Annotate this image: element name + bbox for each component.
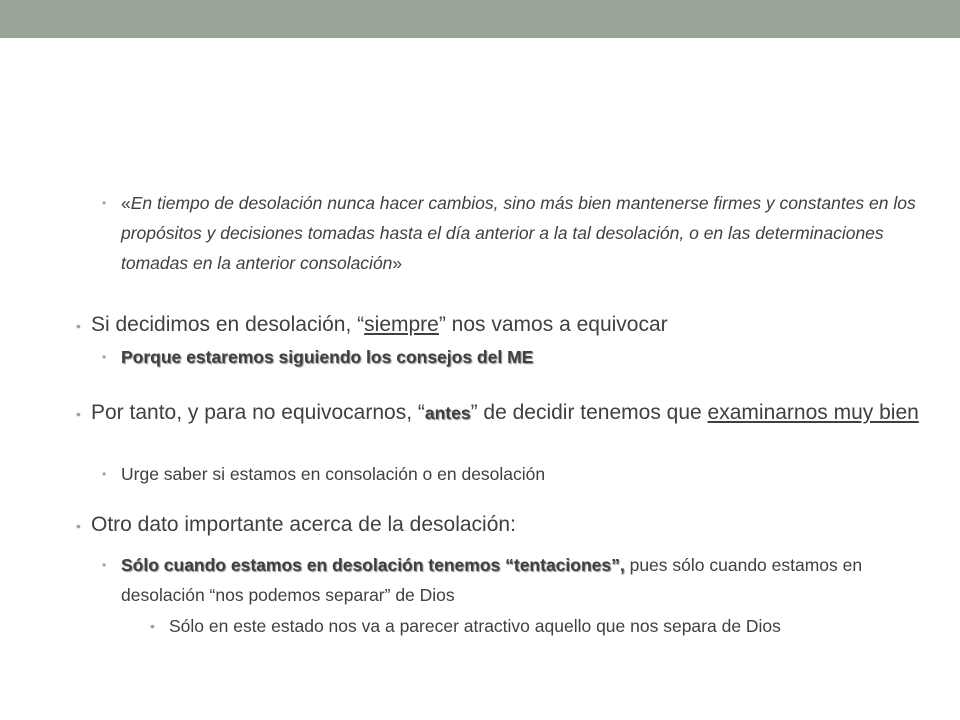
point-3-subsub-text: Sólo en este estado nos va a parecer atractivo aquello que nos separa de Dios bbox=[169, 616, 781, 636]
point-2-sub-item bbox=[102, 463, 932, 486]
bullet-icon: • bbox=[76, 406, 81, 422]
quote-bullet-item bbox=[102, 188, 932, 278]
point-1-after: ” nos vamos a equivocar bbox=[438, 313, 668, 336]
point-3-sub-rest: pues sólo cuando estamos en desolación “nos podemos separar” de Dios bbox=[121, 555, 863, 605]
point-2-text bbox=[91, 399, 936, 427]
bullet-icon: • bbox=[76, 318, 81, 334]
point-3-item bbox=[76, 511, 936, 539]
point-2-underlined: examinarnos muy bien bbox=[707, 401, 919, 424]
point-3-subsub-item bbox=[150, 611, 910, 641]
point-3-sub-bold: Sólo cuando estamos en desolación tenemos “tentaciones”, bbox=[121, 555, 625, 575]
bullet-icon: • bbox=[102, 196, 107, 210]
quote-body: En tiempo de desolación nunca hacer cambios, sino más bien mantenerse firmes y constantes en los propósitos y decisiones tomadas hasta el día anterior a la tal desolación, o en las determinaciones tomadas en la anterior consolación bbox=[121, 193, 916, 273]
bullet-icon: • bbox=[76, 518, 81, 534]
quote-open-mark: « bbox=[121, 193, 131, 213]
point-1-item bbox=[76, 311, 936, 339]
point-1-text bbox=[91, 311, 936, 339]
point-2-middle: ” de decidir tenemos que bbox=[470, 401, 708, 424]
quote-text bbox=[121, 188, 932, 278]
point-2-sub-text: Urge saber si estamos en consolación o en desolación bbox=[121, 464, 546, 484]
point-3-sub-text bbox=[121, 550, 902, 610]
bullet-icon: • bbox=[102, 350, 107, 364]
point-2-before: Por tanto, y para no equivocarnos, “ bbox=[91, 401, 425, 424]
point-1-sub-text: Porque estaremos siguiendo los consejos del ME bbox=[121, 347, 534, 367]
point-1-before: Si decidimos en desolación, “ bbox=[91, 313, 365, 336]
point-3-sub-item bbox=[102, 550, 902, 610]
bullet-icon: • bbox=[102, 558, 107, 572]
bullet-icon: • bbox=[150, 618, 155, 634]
point-3-text: Otro dato importante acerca de la desolación: bbox=[91, 513, 516, 536]
point-2-item bbox=[76, 399, 936, 427]
bullet-icon: • bbox=[102, 467, 107, 481]
quote-close-mark: » bbox=[392, 253, 403, 273]
point-2-emphasis: antes bbox=[424, 403, 471, 423]
point-1-sub-item bbox=[102, 346, 932, 369]
point-1-underlined: siempre bbox=[364, 313, 439, 336]
